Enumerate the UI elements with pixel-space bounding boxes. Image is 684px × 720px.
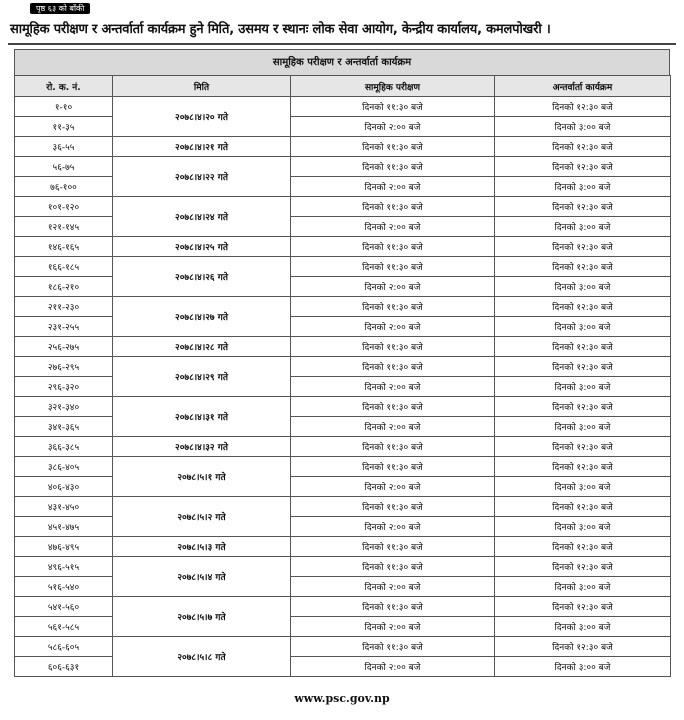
roll-range-cell: १०१-१२० (15, 197, 113, 217)
table-row (15, 157, 671, 177)
roll-range-cell: ४५१-४७५ (15, 517, 113, 537)
table-row (15, 637, 671, 657)
schedule-table-wrapper (14, 49, 670, 677)
date-cell: २०७८।४।२६ गते (113, 257, 291, 297)
group-test-time-cell: दिनको ११:३० बजे (291, 237, 495, 257)
roll-range-cell: २९६-३२० (15, 377, 113, 397)
roll-range-cell: ३२१-३४० (15, 397, 113, 417)
interview-time-cell: दिनको १२:३० बजे (495, 157, 671, 177)
roll-range-cell: २५६-२७५ (15, 337, 113, 357)
table-header-row (15, 76, 671, 97)
table-caption: सामूहिक परीक्षण र अन्तर्वार्ता कार्यक्रम (14, 49, 670, 75)
table-row (15, 397, 671, 417)
table-row (15, 457, 671, 477)
interview-time-cell: दिनको १२:३० बजे (495, 97, 671, 117)
date-cell: २०७८।४।२७ गते (113, 297, 291, 337)
schedule-body (15, 97, 671, 677)
interview-time-cell: दिनको ३:०० बजे (495, 577, 671, 597)
interview-time-cell: दिनको ३:०० बजे (495, 177, 671, 197)
interview-time-cell: दिनको १२:३० बजे (495, 357, 671, 377)
date-cell: २०७८।४।२५ गते (113, 237, 291, 257)
interview-time-cell: दिनको ३:०० बजे (495, 377, 671, 397)
roll-range-cell: ५१६-५४० (15, 577, 113, 597)
notice-heading: सामूहिक परीक्षण र अन्तर्वार्ता कार्यक्रम हुने मिति, उसमय र स्थानः लोक सेवा आयोग, केन्द्रीय कार्यालय, कमलपोखरी । (10, 22, 551, 37)
table-row (15, 257, 671, 277)
roll-range-cell: ७६-१०० (15, 177, 113, 197)
date-cell: २०७८।५।२ गते (113, 497, 291, 537)
date-cell: २०७८।५।१ गते (113, 457, 291, 497)
table-row (15, 137, 671, 157)
roll-range-cell: २११-२३० (15, 297, 113, 317)
interview-time-cell: दिनको ३:०० बजे (495, 617, 671, 637)
roll-range-cell: १-१० (15, 97, 113, 117)
date-cell: २०७८।४।२८ गते (113, 337, 291, 357)
heading-divider (8, 43, 676, 45)
group-test-time-cell: दिनको ११:३० बजे (291, 337, 495, 357)
header-group-test: सामूहिक परीक्षण (291, 76, 495, 97)
roll-range-cell: १४६-१६५ (15, 237, 113, 257)
group-test-time-cell: दिनको ११:३० बजे (291, 297, 495, 317)
group-test-time-cell: दिनको २:०० बजे (291, 217, 495, 237)
group-test-time-cell: दिनको ११:३० बजे (291, 437, 495, 457)
date-cell: २०७८।५।४ गते (113, 557, 291, 597)
interview-time-cell: दिनको १२:३० बजे (495, 197, 671, 217)
interview-time-cell: दिनको १२:३० बजे (495, 397, 671, 417)
group-test-time-cell: दिनको ११:३० बजे (291, 557, 495, 577)
date-cell: २०७८।४।२४ गते (113, 197, 291, 237)
group-test-time-cell: दिनको ११:३० बजे (291, 537, 495, 557)
interview-time-cell: दिनको १२:३० बजे (495, 257, 671, 277)
date-cell: २०७८।४।३२ गते (113, 437, 291, 457)
group-test-time-cell: दिनको ११:३० बजे (291, 357, 495, 377)
group-test-time-cell: दिनको २:०० बजे (291, 317, 495, 337)
roll-range-cell: २७६-२९५ (15, 357, 113, 377)
roll-range-cell: ३६६-३८५ (15, 437, 113, 457)
roll-range-cell: ५८६-६०५ (15, 637, 113, 657)
header-interview: अन्तर्वार्ता कार्यक्रम (495, 76, 671, 97)
table-row (15, 497, 671, 517)
website-url: www.psc.gov.np (294, 692, 390, 705)
table-row (15, 297, 671, 317)
table-row (15, 197, 671, 217)
roll-range-cell: ४३१-४५० (15, 497, 113, 517)
group-test-time-cell: दिनको ११:३० बजे (291, 457, 495, 477)
group-test-time-cell: दिनको ११:३० बजे (291, 637, 495, 657)
date-cell: २०७८।५।३ गते (113, 537, 291, 557)
date-cell: २०७८।४।२९ गते (113, 357, 291, 397)
date-cell: २०७८।४।२० गते (113, 97, 291, 137)
table-row (15, 237, 671, 257)
group-test-time-cell: दिनको ११:३० बजे (291, 157, 495, 177)
roll-range-cell: २३१-२५५ (15, 317, 113, 337)
group-test-time-cell: दिनको ११:३० बजे (291, 137, 495, 157)
roll-range-cell: ४७६-४९५ (15, 537, 113, 557)
interview-time-cell: दिनको ३:०० बजे (495, 117, 671, 137)
group-test-time-cell: दिनको २:०० बजे (291, 657, 495, 677)
group-test-time-cell: दिनको ११:३० बजे (291, 257, 495, 277)
interview-time-cell: दिनको १२:३० बजे (495, 337, 671, 357)
roll-range-cell: ५६-७५ (15, 157, 113, 177)
interview-time-cell: दिनको १२:३० बजे (495, 297, 671, 317)
group-test-time-cell: दिनको २:०० बजे (291, 277, 495, 297)
group-test-time-cell: दिनको २:०० बजे (291, 117, 495, 137)
group-test-time-cell: दिनको २:०० बजे (291, 517, 495, 537)
table-row (15, 597, 671, 617)
roll-range-cell: ३४१-३६५ (15, 417, 113, 437)
page-continuation-tag: पृष्ठ ६३ को बाँकी (30, 3, 90, 14)
header-date: मिति (113, 76, 291, 97)
interview-time-cell: दिनको ३:०० बजे (495, 277, 671, 297)
group-test-time-cell: दिनको ११:३० बजे (291, 397, 495, 417)
roll-range-cell: ३८६-४०५ (15, 457, 113, 477)
group-test-time-cell: दिनको २:०० बजे (291, 417, 495, 437)
group-test-time-cell: दिनको ११:३० बजे (291, 97, 495, 117)
roll-range-cell: ४०६-४३० (15, 477, 113, 497)
table-row (15, 557, 671, 577)
group-test-time-cell: दिनको ११:३० बजे (291, 197, 495, 217)
interview-time-cell: दिनको ३:०० बजे (495, 217, 671, 237)
group-test-time-cell: दिनको २:०० बजे (291, 477, 495, 497)
header-roll-range: रो. क. नं. (15, 76, 113, 97)
date-cell: २०७८।५।७ गते (113, 597, 291, 637)
interview-time-cell: दिनको १२:३० बजे (495, 597, 671, 617)
group-test-time-cell: दिनको २:०० बजे (291, 377, 495, 397)
roll-range-cell: १८६-२१० (15, 277, 113, 297)
roll-range-cell: ३६-५५ (15, 137, 113, 157)
table-row (15, 537, 671, 557)
group-test-time-cell: दिनको ११:३० बजे (291, 497, 495, 517)
interview-time-cell: दिनको १२:३० बजे (495, 457, 671, 477)
interview-time-cell: दिनको १२:३० बजे (495, 557, 671, 577)
table-row (15, 337, 671, 357)
roll-range-cell: १२१-१४५ (15, 217, 113, 237)
interview-time-cell: दिनको १२:३० बजे (495, 537, 671, 557)
interview-time-cell: दिनको १२:३० बजे (495, 637, 671, 657)
group-test-time-cell: दिनको २:०० बजे (291, 617, 495, 637)
group-test-time-cell: दिनको ११:३० बजे (291, 597, 495, 617)
roll-range-cell: ४९६-५१५ (15, 557, 113, 577)
roll-range-cell: १६६-१८५ (15, 257, 113, 277)
interview-time-cell: दिनको १२:३० बजे (495, 497, 671, 517)
date-cell: २०७८।४।२२ गते (113, 157, 291, 197)
roll-range-cell: ११-३५ (15, 117, 113, 137)
date-cell: २०७८।५।८ गते (113, 637, 291, 677)
interview-time-cell: दिनको ३:०० बजे (495, 417, 671, 437)
interview-time-cell: दिनको १२:३० बजे (495, 137, 671, 157)
group-test-time-cell: दिनको २:०० बजे (291, 577, 495, 597)
table-row (15, 437, 671, 457)
interview-time-cell: दिनको ३:०० बजे (495, 317, 671, 337)
table-row (15, 357, 671, 377)
interview-time-cell: दिनको ३:०० बजे (495, 477, 671, 497)
roll-range-cell: ५४१-५६० (15, 597, 113, 617)
roll-range-cell: ६०६-६३१ (15, 657, 113, 677)
table-row (15, 97, 671, 117)
date-cell: २०७८।४।३१ गते (113, 397, 291, 437)
interview-time-cell: दिनको १२:३० बजे (495, 437, 671, 457)
group-test-time-cell: दिनको २:०० बजे (291, 177, 495, 197)
interview-time-cell: दिनको १२:३० बजे (495, 237, 671, 257)
roll-range-cell: ५६१-५८५ (15, 617, 113, 637)
date-cell: २०७८।४।२१ गते (113, 137, 291, 157)
schedule-table (14, 75, 671, 677)
interview-time-cell: दिनको ३:०० बजे (495, 657, 671, 677)
interview-time-cell: दिनको ३:०० बजे (495, 517, 671, 537)
